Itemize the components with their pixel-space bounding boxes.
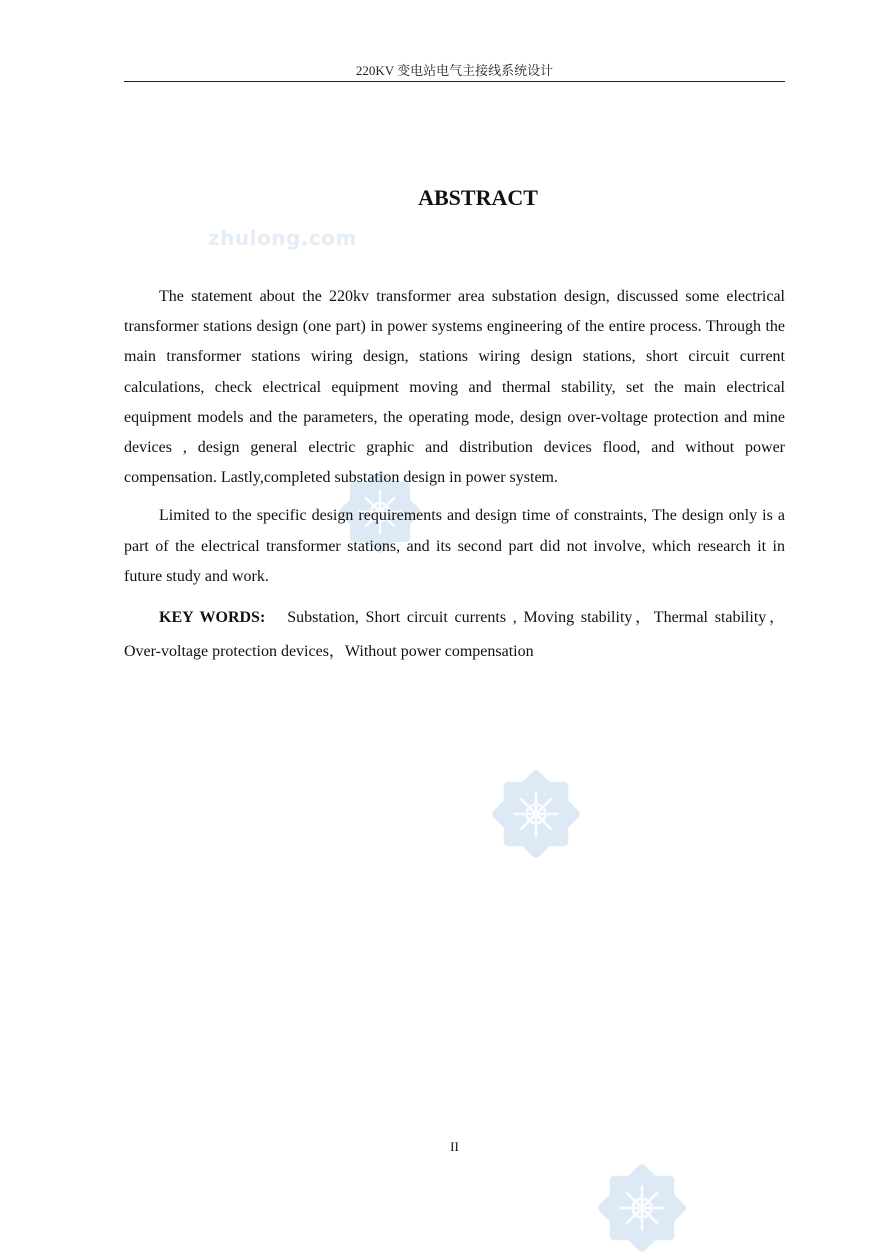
- keywords-text: Substation, Short circuit currents , Moving stability，Thermal stability，Over-voltage protection devices，Without power compensation: [124, 609, 785, 661]
- watermark-text: zhulong.com: [208, 226, 357, 250]
- watermark-logo-icon: [590, 1156, 694, 1260]
- abstract-body: [124, 282, 785, 669]
- watermark-logo-icon: [484, 762, 588, 866]
- page-number: II: [450, 1139, 459, 1154]
- keywords-label: KEY WORDS:: [159, 609, 266, 627]
- header-rule: [124, 81, 785, 82]
- running-header: 220KV 变电站电气主接线系统设计: [355, 63, 554, 78]
- abstract-paragraph-1: The statement about the 220kv transformer area substation design, discussed some electrical transformer stations design (one part) in power systems engineering of the entire process. Through the main transformer stations wiring design, stations wiring design stations, short circuit current calculations, check electrical equipment moving and thermal stability, set the main electrical equipment models and the parameters, the operating mode, design over-voltage protection and mine devices , design general electric graphic and distribution devices flood, and without power compensation. Lastly,completed substation design in power system.: [124, 288, 785, 487]
- keywords-paragraph: [124, 601, 785, 669]
- abstract-paragraph-2: Limited to the specific design requirements and design time of constraints, The design only is a part of the electrical transformer stations, and its second part did not involve, which research it in future study and work.: [124, 507, 785, 585]
- page-title: ABSTRACT: [418, 185, 538, 210]
